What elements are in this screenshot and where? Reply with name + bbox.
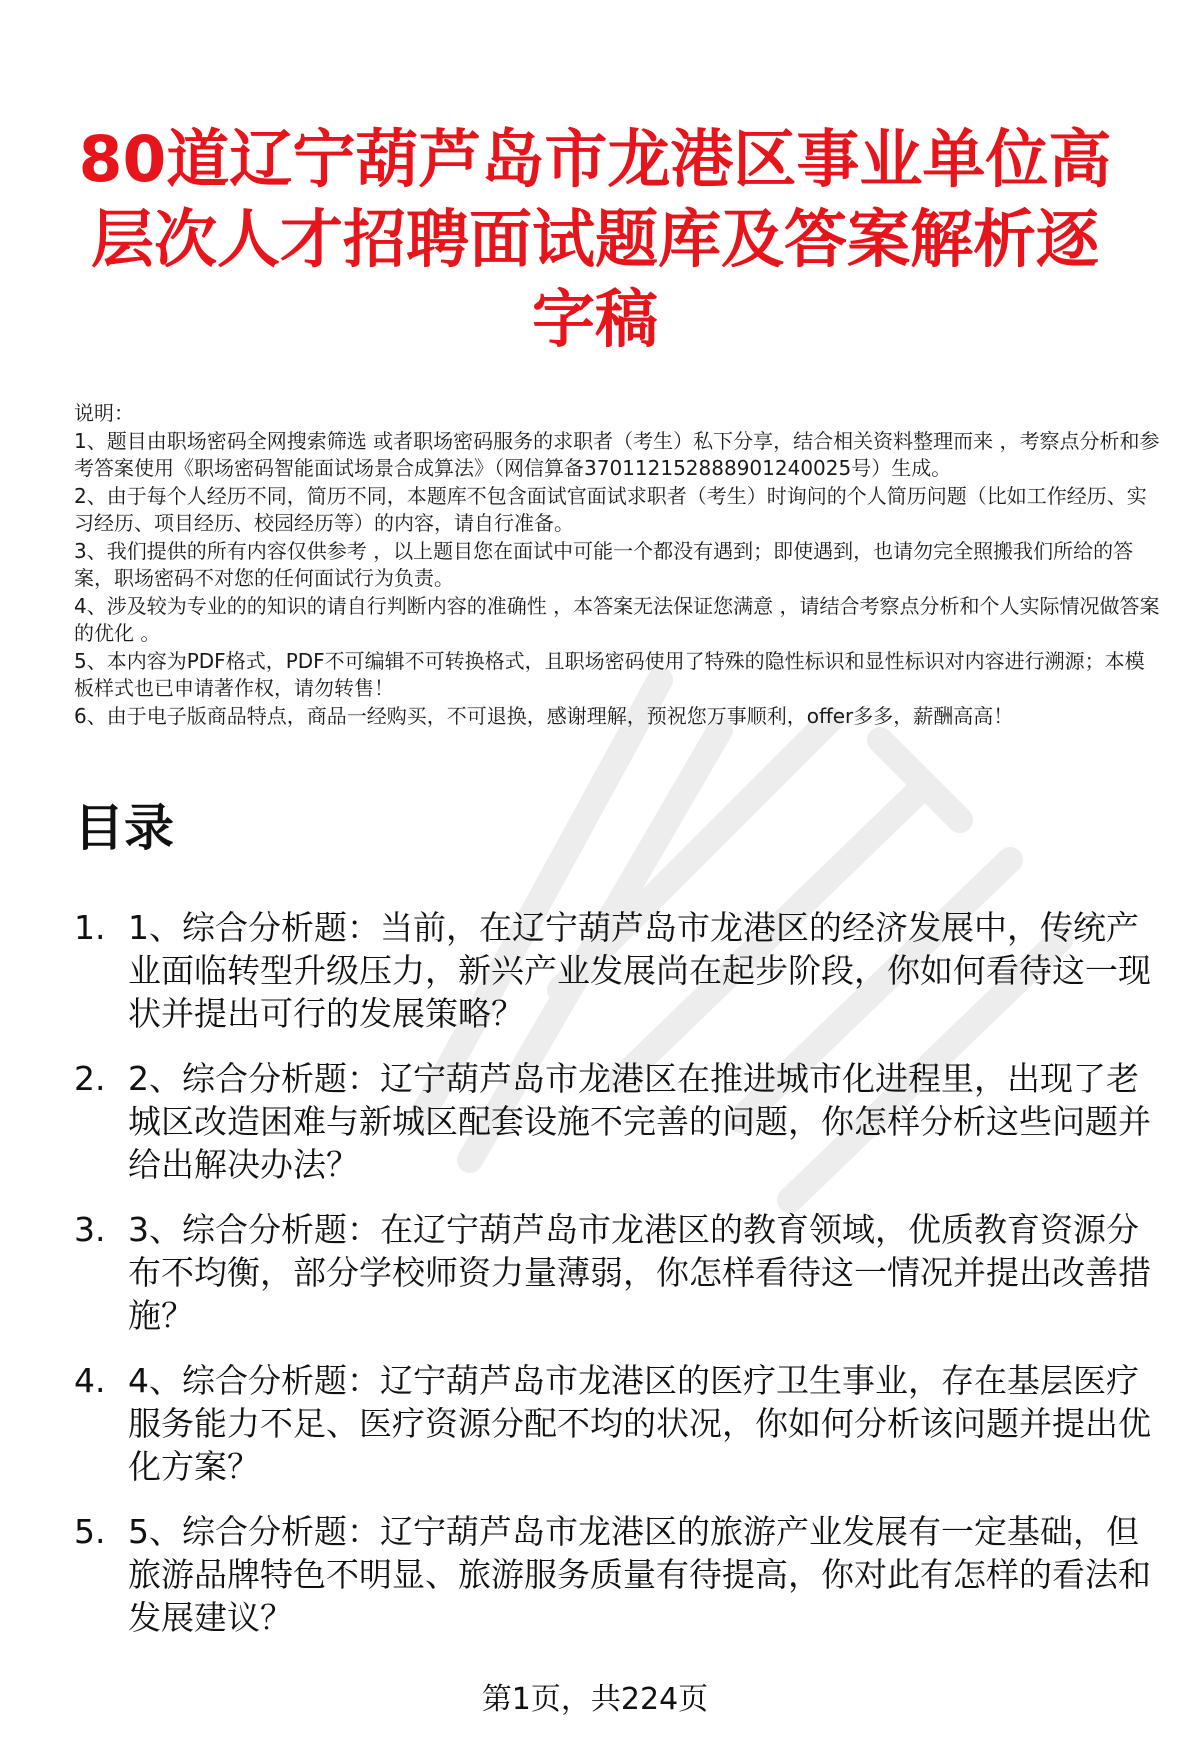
note-item: 2、由于每个人经历不同，简历不同，本题库不包含面试官面试求职者（考生）时询问的个人简历问题（比如工作经历、实习经历、项目经历、校园经历等）的内容，请自行准备。	[74, 483, 1147, 535]
toc-item-text: 4、综合分析题：辽宁葫芦岛市龙港区的医疗卫生事业，存在基层医疗服务能力不足、医疗资源分配不均的状况，你如何分析该问题并提出优化方案？	[128, 1361, 1151, 1486]
toc-item-number: 5.	[74, 1512, 106, 1551]
toc-item[interactable]	[74, 906, 1164, 1035]
toc-item-number: 1.	[74, 908, 106, 947]
notes-section	[74, 400, 1164, 730]
toc-item[interactable]	[74, 1359, 1164, 1488]
note-item: 3、我们提供的所有内容仅供参考 ，以上题目您在面试中可能一个都没有遇到；即使遇到，也请勿完全照搬我们所给的答案，职场密码不对您的任何面试行为负责。	[74, 538, 1134, 590]
toc-item-number: 4.	[74, 1361, 106, 1400]
toc-item[interactable]	[74, 1057, 1164, 1186]
table-of-contents	[74, 906, 1164, 1661]
note-item: 4、涉及较为专业的的知识的请自行判断内容的准确性 ，本答案无法保证您满意 ，请结合考察点分析和个人实际情况做答案的优化 。	[74, 593, 1160, 645]
notes-heading: 说明：	[74, 401, 134, 425]
toc-item-text: 1、综合分析题：当前，在辽宁葫芦岛市龙港区的经济发展中，传统产业面临转型升级压力，新兴产业发展尚在起步阶段，你如何看待这一现状并提出可行的发展策略？	[128, 908, 1151, 1033]
note-item: 5、本内容为PDF格式，PDF不可编辑不可转换格式，且职场密码使用了特殊的隐性标识和显性标识对内容进行溯源；本模板样式也已申请著作权，请勿转售！	[74, 648, 1145, 700]
note-item: 1、题目由职场密码全网搜索筛选 或者职场密码服务的求职者（考生）私下分享，结合相关资料整理而来 ，考察点分析和参考答案使用《职场密码智能面试场景合成算法》（网信算备370112152888901240025号）生成。	[74, 428, 1160, 480]
toc-item-text: 5、综合分析题：辽宁葫芦岛市龙港区的旅游产业发展有一定基础，但旅游品牌特色不明显、旅游服务质量有待提高，你对此有怎样的看法和发展建议？	[128, 1512, 1151, 1637]
toc-item-number: 3.	[74, 1210, 106, 1249]
note-item: 6、由于电子版商品特点，商品一经购买，不可退换，感谢理解，预祝您万事顺利，offer多多，薪酬高高！	[74, 703, 1014, 728]
toc-item-number: 2.	[74, 1059, 106, 1098]
toc-item[interactable]	[74, 1510, 1164, 1639]
document-title: 80道辽宁葫芦岛市龙港区事业单位高层次人才招聘面试题库及答案解析逐字稿	[78, 123, 1112, 356]
toc-item-text: 3、综合分析题：在辽宁葫芦岛市龙港区的教育领域，优质教育资源分布不均衡，部分学校师资力量薄弱，你怎样看待这一情况并提出改善措施？	[128, 1210, 1151, 1335]
toc-heading: 目录	[74, 799, 174, 857]
toc-item-text: 2、综合分析题：辽宁葫芦岛市龙港区在推进城市化进程里，出现了老城区改造困难与新城区配套设施不完善的问题，你怎样分析这些问题并给出解决办法？	[128, 1059, 1151, 1184]
toc-item[interactable]	[74, 1208, 1164, 1337]
page-footer: 第1页，共224页	[481, 1682, 709, 1717]
